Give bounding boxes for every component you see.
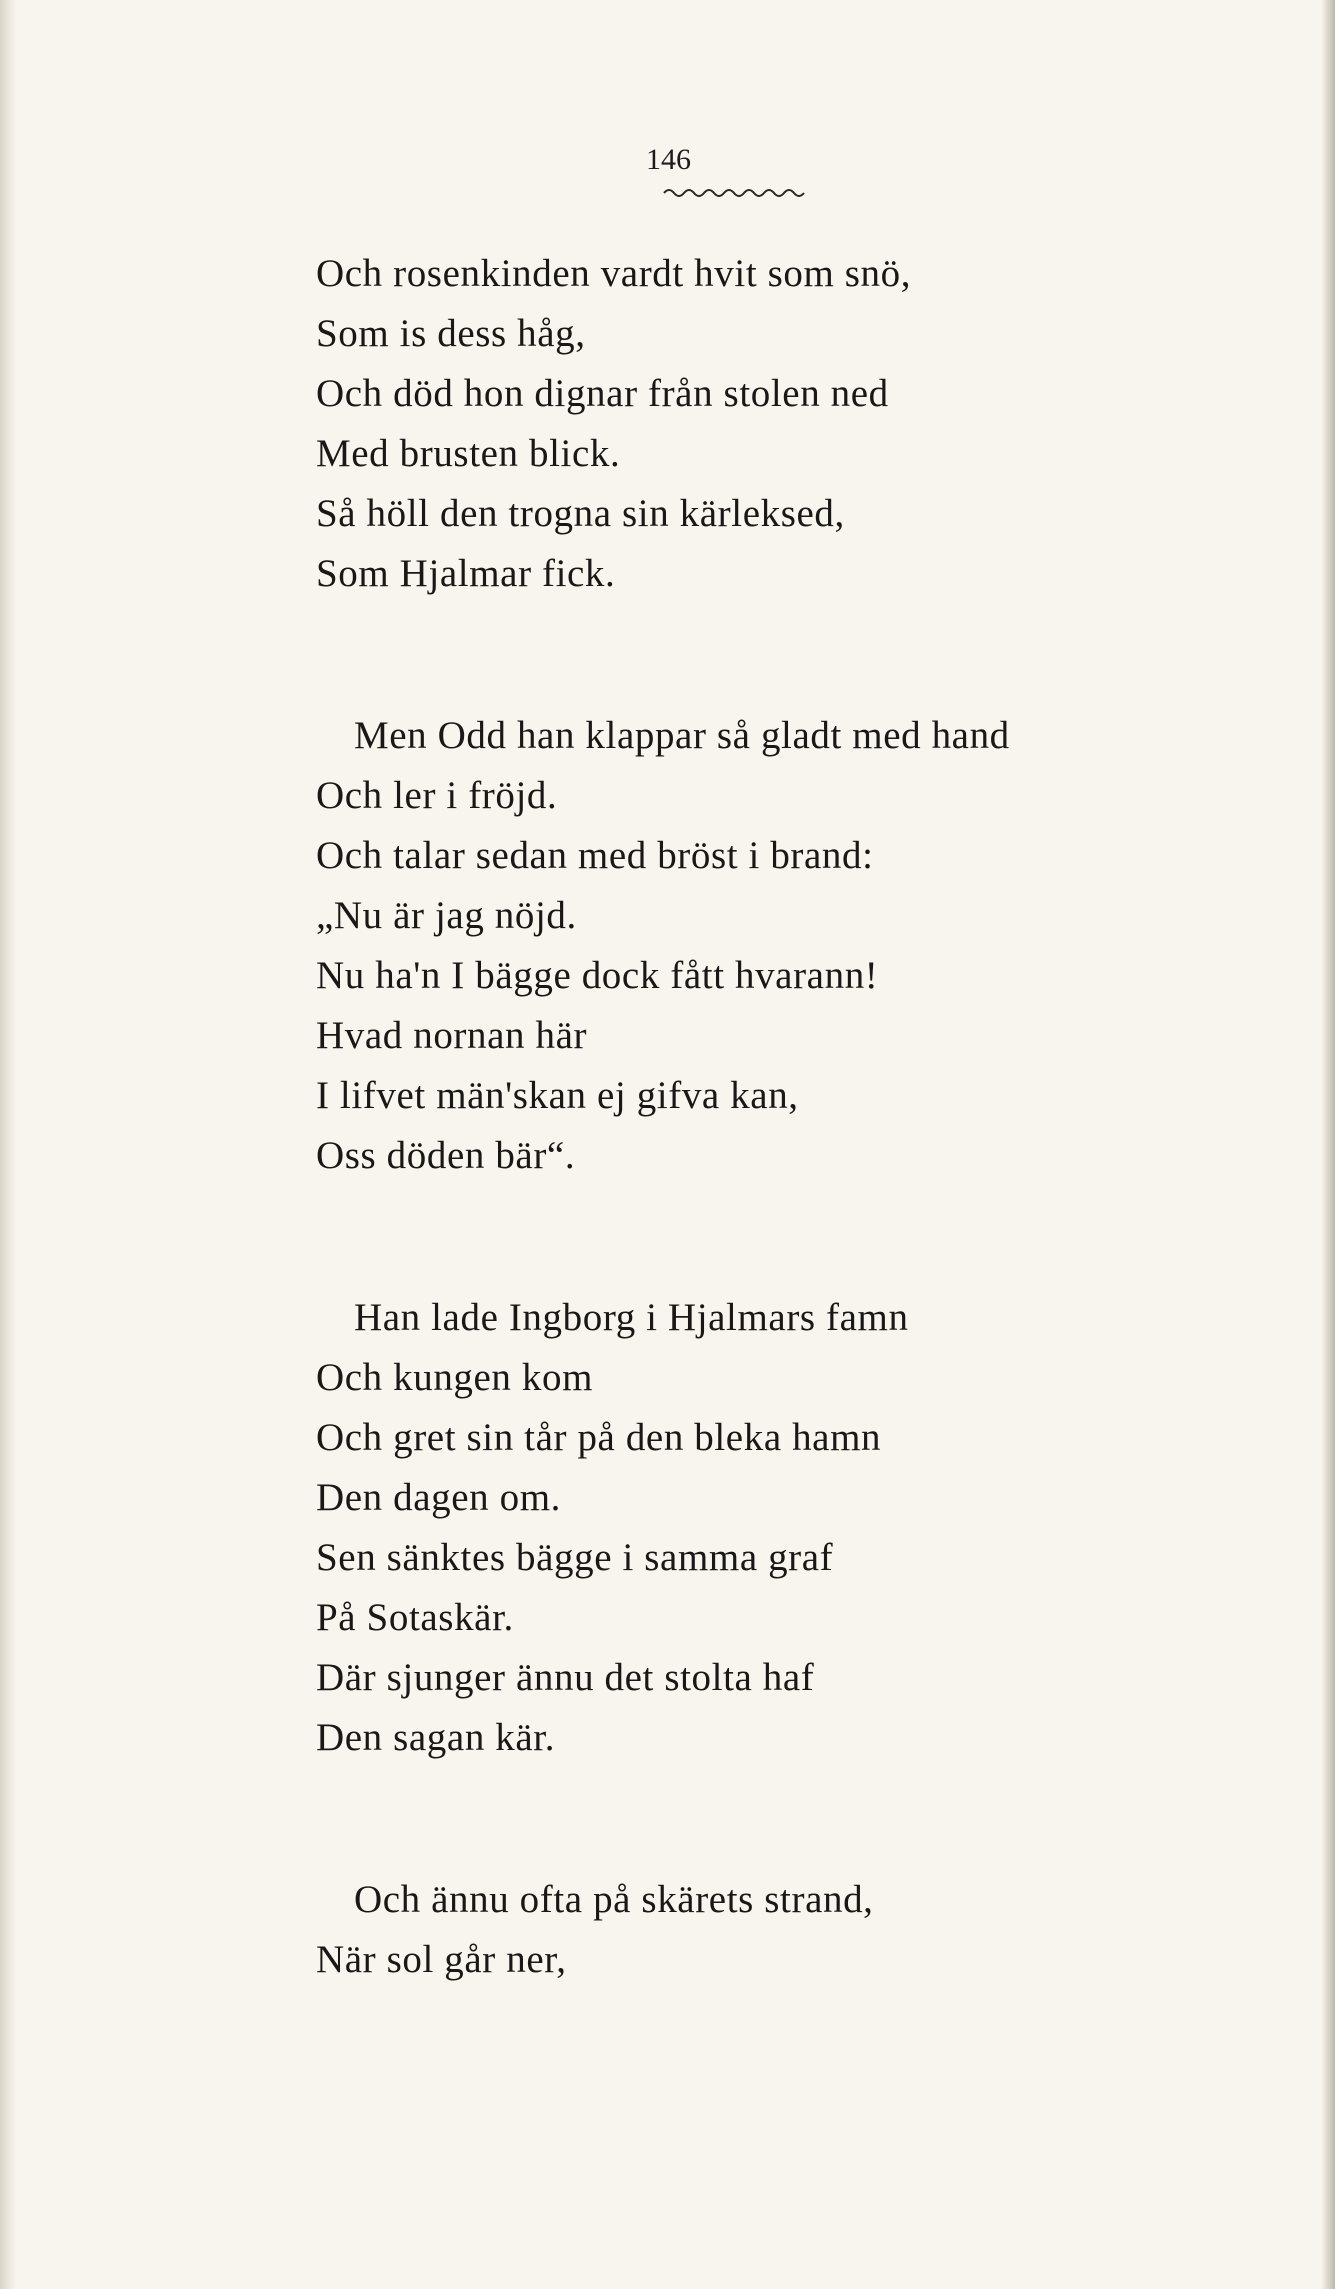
poem-line: Med brusten blick. <box>316 432 621 475</box>
stanza-3 <box>316 1288 1010 1768</box>
poem-line: Och ler i fröjd. <box>316 774 558 817</box>
stanza-1 <box>316 244 1010 604</box>
poem-line: Nu ha'n I bägge dock fått hvarann! <box>316 954 879 997</box>
poem-line: Som Hjalmar fick. <box>316 552 616 595</box>
stanza-4 <box>316 1870 1010 1990</box>
stanza-gap <box>316 604 1010 706</box>
poem-line: På Sotaskär. <box>316 1596 514 1639</box>
poem-line: Oss döden bär“. <box>316 1134 576 1177</box>
stanza-gap <box>316 1768 1010 1870</box>
poem-line: Den sagan kär. <box>316 1716 556 1759</box>
poem-line: Och rosenkinden vardt hvit som snö, <box>316 252 912 295</box>
poem-line: Och talar sedan med bröst i brand: <box>316 834 874 877</box>
poem-line: Sen sänktes bägge i samma graf <box>316 1536 834 1579</box>
poem-line: „Nu är jag nöjd. <box>316 894 577 937</box>
poem-line: Han lade Ingborg i Hjalmars famn <box>354 1296 909 1339</box>
page-edge-left <box>0 0 16 2289</box>
poem-line: Och gret sin tår på den bleka hamn <box>316 1416 882 1459</box>
page-edge-right <box>1321 0 1335 2289</box>
wavy-rule-ornament <box>662 186 812 200</box>
poem-line: Så höll den trogna sin kärleksed, <box>316 492 845 535</box>
poem-line: När sol går ner, <box>316 1938 567 1981</box>
page-number: 146 <box>646 143 691 176</box>
poem-line: Men Odd han klappar så gladt med hand <box>354 714 1010 757</box>
poem-line: Som is dess håg, <box>316 312 586 355</box>
poem-text <box>316 244 1010 1990</box>
poem-line: Och död hon dignar från stolen ned <box>316 372 889 415</box>
poem-line: Den dagen om. <box>316 1476 561 1519</box>
poem-line: Och kungen kom <box>316 1356 594 1399</box>
stanza-2 <box>316 706 1010 1186</box>
poem-line: Och ännu ofta på skärets strand, <box>354 1878 874 1921</box>
poem-line: Där sjunger ännu det stolta haf <box>316 1656 815 1699</box>
stanza-gap <box>316 1186 1010 1288</box>
poem-line: I lifvet män'skan ej gifva kan, <box>316 1074 799 1117</box>
poem-line: Hvad nornan här <box>316 1014 588 1057</box>
